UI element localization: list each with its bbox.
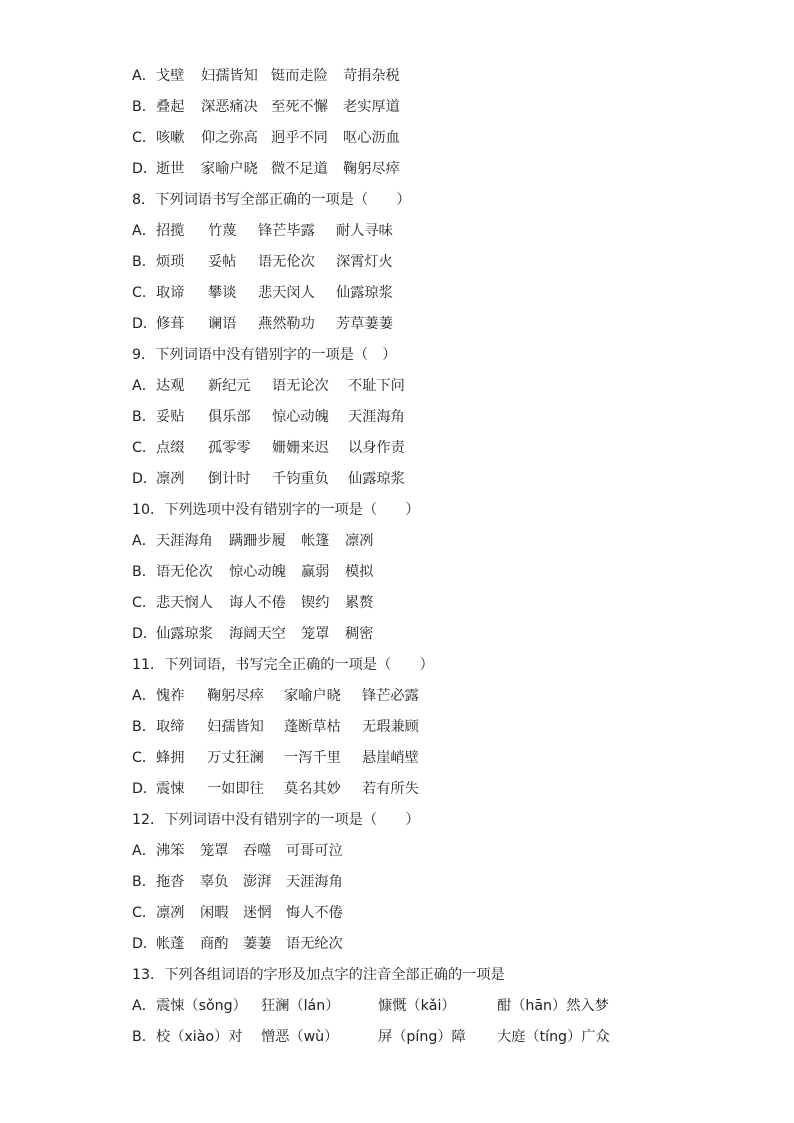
option-label: C． bbox=[132, 750, 157, 766]
option-label: A． bbox=[132, 843, 156, 859]
word-item: 耐人寻味 bbox=[336, 223, 393, 239]
option-line bbox=[132, 526, 692, 557]
word-item: 蜂拥 bbox=[156, 750, 185, 766]
question-stem: 12．下列词语中没有错别字的一项是（ ） bbox=[132, 812, 420, 828]
word-item: 妇孺皆知 bbox=[207, 719, 264, 735]
word-item: 妇孺皆知 bbox=[201, 68, 258, 84]
word-item: 澎湃 bbox=[243, 874, 272, 890]
word-item: 仙露琼浆 bbox=[156, 626, 213, 642]
option-line bbox=[132, 216, 692, 247]
word-item: 商酌 bbox=[200, 936, 229, 952]
word-item: 迷惘 bbox=[243, 905, 272, 921]
word-item: 震悚（sǒng） bbox=[156, 998, 247, 1014]
option-line bbox=[132, 588, 692, 619]
word-item: 老实厚道 bbox=[343, 99, 400, 115]
word-item: 震悚 bbox=[156, 781, 185, 797]
word-item: 至死不懈 bbox=[271, 99, 328, 115]
word-item: 以身作责 bbox=[348, 440, 405, 456]
word-item: 天涯海角 bbox=[156, 533, 213, 549]
word-item: 语无伦次 bbox=[156, 564, 213, 580]
option-line bbox=[132, 309, 692, 340]
option-line bbox=[132, 929, 692, 960]
word-item: 咳嗽 bbox=[156, 130, 185, 146]
word-item: 帐蓬 bbox=[156, 936, 185, 952]
option-line bbox=[132, 61, 692, 92]
word-item: 谰语 bbox=[208, 316, 237, 332]
question-stem: 13．下列各组词语的字形及加点字的注音全部正确的一项是 bbox=[132, 967, 505, 983]
word-item: 一泻千里 bbox=[284, 750, 341, 766]
word-item: 倒计时 bbox=[208, 471, 251, 487]
word-item: 闲暇 bbox=[200, 905, 229, 921]
question-list bbox=[132, 61, 692, 1053]
word-item: 孤零零 bbox=[208, 440, 251, 456]
word-item: 达观 bbox=[156, 378, 185, 394]
option-label: C． bbox=[132, 595, 157, 611]
word-item: 校（xiào）对 bbox=[156, 1029, 243, 1045]
option-label: A． bbox=[132, 223, 156, 239]
word-item: 稠密 bbox=[345, 626, 374, 642]
option-label: A． bbox=[132, 68, 156, 84]
option-label: B． bbox=[132, 409, 156, 425]
word-item: 憎恶（wù） bbox=[261, 1029, 339, 1045]
option-line bbox=[132, 371, 692, 402]
option-label: B． bbox=[132, 874, 156, 890]
word-item: 萋萋 bbox=[243, 936, 272, 952]
option-line bbox=[132, 92, 692, 123]
option-line bbox=[132, 557, 692, 588]
option-line bbox=[132, 619, 692, 650]
word-item: 累赘 bbox=[345, 595, 374, 611]
question-stem: 11．下列词语，书写完全正确的一项是（ ） bbox=[132, 657, 434, 673]
option-label: B． bbox=[132, 564, 156, 580]
word-item: 不耻下问 bbox=[348, 378, 405, 394]
option-line bbox=[132, 898, 692, 929]
option-label: D． bbox=[132, 316, 158, 332]
option-line bbox=[132, 774, 692, 805]
word-item: 悔人不倦 bbox=[286, 905, 343, 921]
option-line bbox=[132, 743, 692, 774]
word-item: 天涯海角 bbox=[286, 874, 343, 890]
word-item: 吞噬 bbox=[243, 843, 272, 859]
option-label: A． bbox=[132, 378, 156, 394]
word-item: 逝世 bbox=[156, 161, 185, 177]
word-item: 凛冽 bbox=[156, 905, 185, 921]
word-item: 鞠躬尽瘁 bbox=[207, 688, 264, 704]
word-item: 姗姗来迟 bbox=[272, 440, 329, 456]
word-item: 家喻户晓 bbox=[284, 688, 341, 704]
word-item: 海阔天空 bbox=[229, 626, 286, 642]
word-item: 悲天闵人 bbox=[258, 285, 315, 301]
option-label: A． bbox=[132, 533, 156, 549]
word-item: 悬崖峭壁 bbox=[362, 750, 419, 766]
word-item: 仙露琼浆 bbox=[348, 471, 405, 487]
word-item: 凛冽 bbox=[156, 471, 185, 487]
word-item: 深霄灯火 bbox=[336, 254, 393, 270]
word-item: 慷慨（kǎi） bbox=[378, 998, 456, 1014]
word-item: 叠起 bbox=[156, 99, 185, 115]
word-item: 酣（hān）然入梦 bbox=[497, 998, 609, 1014]
option-label: B． bbox=[132, 99, 156, 115]
word-item: 招揽 bbox=[156, 223, 185, 239]
word-item: 俱乐部 bbox=[208, 409, 251, 425]
option-label: D． bbox=[132, 781, 158, 797]
word-item: 锲约 bbox=[301, 595, 330, 611]
word-item: 帐篷 bbox=[301, 533, 330, 549]
word-item: 燕然勒功 bbox=[258, 316, 315, 332]
option-label: D． bbox=[132, 161, 158, 177]
word-item: 惊心动魄 bbox=[272, 409, 329, 425]
word-item: 莫名其妙 bbox=[284, 781, 341, 797]
option-label: C． bbox=[132, 440, 157, 456]
option-line bbox=[132, 712, 692, 743]
option-label: B． bbox=[132, 1029, 156, 1045]
option-line bbox=[132, 247, 692, 278]
word-item: 愧祚 bbox=[156, 688, 185, 704]
word-item: 攀谈 bbox=[208, 285, 237, 301]
word-item: 屏（píng）障 bbox=[378, 1029, 466, 1045]
word-item: 狂澜（lán） bbox=[261, 998, 340, 1014]
option-label: D． bbox=[132, 626, 158, 642]
word-item: 锋芒必露 bbox=[362, 688, 419, 704]
option-label: C． bbox=[132, 130, 157, 146]
word-item: 新纪元 bbox=[208, 378, 251, 394]
word-item: 铤而走险 bbox=[271, 68, 328, 84]
word-item: 戈壁 bbox=[156, 68, 185, 84]
word-item: 拖沓 bbox=[156, 874, 185, 890]
word-item: 深恶痛决 bbox=[201, 99, 258, 115]
option-line bbox=[132, 433, 692, 464]
word-item: 妥帖 bbox=[208, 254, 237, 270]
question-stem: 8．下列词语书写全部正确的一项是（ ） bbox=[132, 192, 411, 208]
word-item: 诲人不倦 bbox=[229, 595, 286, 611]
word-item: 语无伦次 bbox=[258, 254, 315, 270]
option-line bbox=[132, 681, 692, 712]
word-item: 惊心动魄 bbox=[229, 564, 286, 580]
option-line bbox=[132, 836, 692, 867]
word-item: 凛冽 bbox=[345, 533, 374, 549]
word-item: 笼罩 bbox=[200, 843, 229, 859]
word-item: 仙露琼浆 bbox=[336, 285, 393, 301]
word-item: 妥贴 bbox=[156, 409, 185, 425]
word-item: 无瑕兼顾 bbox=[362, 719, 419, 735]
word-item: 语无纶次 bbox=[286, 936, 343, 952]
word-item: 取缔 bbox=[156, 719, 185, 735]
option-line bbox=[132, 123, 692, 154]
word-item: 大庭（tíng）广众 bbox=[497, 1029, 610, 1045]
word-item: 辜负 bbox=[200, 874, 229, 890]
option-line bbox=[132, 991, 692, 1022]
word-item: 蹒跚步履 bbox=[229, 533, 286, 549]
word-item: 语无论次 bbox=[272, 378, 329, 394]
word-item: 点缀 bbox=[156, 440, 185, 456]
word-item: 可哥可泣 bbox=[286, 843, 343, 859]
word-item: 鞠躬尽瘁 bbox=[343, 161, 400, 177]
option-label: D． bbox=[132, 936, 158, 952]
word-item: 悲天悯人 bbox=[156, 595, 213, 611]
option-label: C． bbox=[132, 285, 157, 301]
word-item: 一如即往 bbox=[207, 781, 264, 797]
word-item: 修葺 bbox=[156, 316, 185, 332]
word-item: 千钧重负 bbox=[272, 471, 329, 487]
word-item: 笼罩 bbox=[301, 626, 330, 642]
word-item: 赢弱 bbox=[301, 564, 330, 580]
word-item: 若有所失 bbox=[362, 781, 419, 797]
word-item: 苛捐杂税 bbox=[343, 68, 400, 84]
word-item: 呕心沥血 bbox=[343, 130, 400, 146]
option-line bbox=[132, 464, 692, 495]
word-item: 烦琐 bbox=[156, 254, 185, 270]
option-label: A． bbox=[132, 998, 156, 1014]
word-item: 芳草萋萋 bbox=[336, 316, 393, 332]
word-item: 万丈狂澜 bbox=[207, 750, 264, 766]
option-line bbox=[132, 402, 692, 433]
option-label: C． bbox=[132, 905, 157, 921]
option-label: B． bbox=[132, 254, 156, 270]
option-line bbox=[132, 867, 692, 898]
word-item: 天涯海角 bbox=[348, 409, 405, 425]
option-label: A． bbox=[132, 688, 156, 704]
option-line bbox=[132, 154, 692, 185]
word-item: 沸笨 bbox=[156, 843, 185, 859]
word-item: 模拟 bbox=[345, 564, 374, 580]
question-stem: 10．下列选项中没有错别字的一项是（ ） bbox=[132, 502, 420, 518]
word-item: 微不足道 bbox=[271, 161, 328, 177]
word-item: 迥乎不同 bbox=[271, 130, 328, 146]
option-line bbox=[132, 1022, 692, 1053]
option-label: D． bbox=[132, 471, 158, 487]
question-stem: 9．下列词语中没有错别字的一项是（ ） bbox=[132, 347, 397, 363]
word-item: 竹蔑 bbox=[208, 223, 237, 239]
word-item: 蓬断草枯 bbox=[284, 719, 341, 735]
word-item: 锋芒毕露 bbox=[258, 223, 315, 239]
word-item: 仰之弥高 bbox=[201, 130, 258, 146]
option-line bbox=[132, 278, 692, 309]
word-item: 取谛 bbox=[156, 285, 185, 301]
option-label: B． bbox=[132, 719, 156, 735]
word-item: 家喻户晓 bbox=[201, 161, 258, 177]
